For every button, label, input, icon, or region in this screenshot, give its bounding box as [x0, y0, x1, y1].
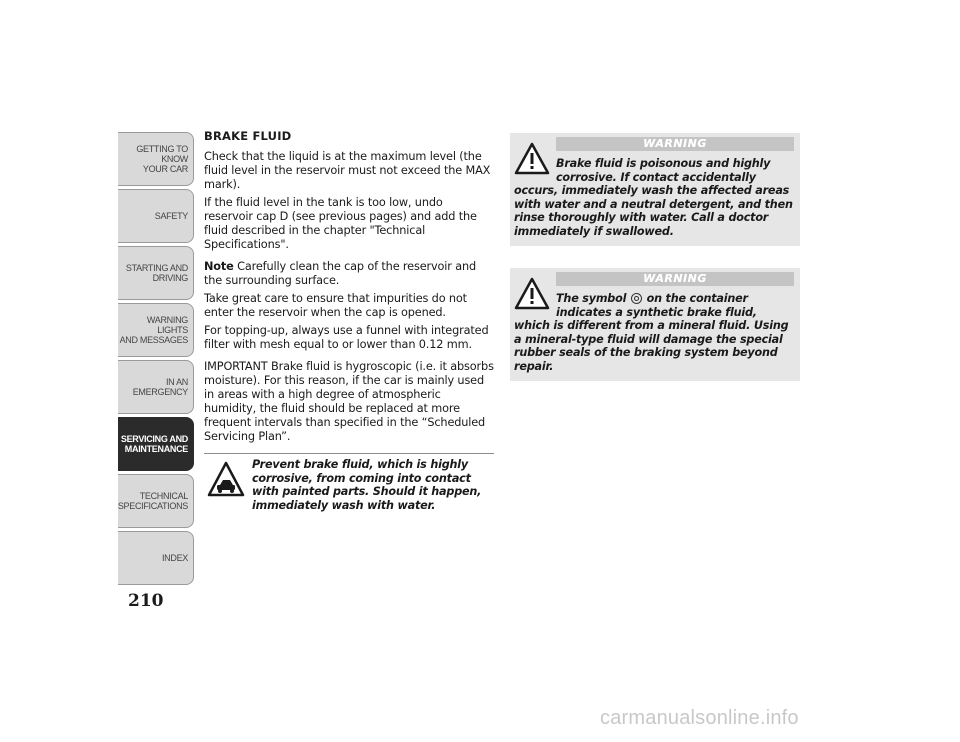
note-text: Carefully clean the cap of the reservoir and the surrounding surface. [204, 260, 477, 287]
paragraph-funnel: For topping-up, always use a funnel with integrated filter with mesh equal to or lower than 0.12 mm. [204, 324, 489, 351]
paragraph-impurities: Take great care to ensure that impurities do not enter the reservoir when the cap is opened. [204, 292, 467, 319]
paragraph-topup: If the fluid level in the tank is too low, undo reservoir cap D (see previous pages) and add the fluid described in the chapter "Technical Specifications". [204, 196, 477, 251]
synthetic-fluid-symbol-icon [631, 293, 642, 304]
tab-warning-lights[interactable]: WARNING LIGHTS AND MESSAGES [118, 303, 194, 357]
warning-text: Brake fluid is poisonous and highly corrosive. If contact accidentally occurs, immediately wash the affected areas with water and a neutral detergent, and then rinse thoroughly with water. Call a doctor immediately if swallowed. [514, 157, 793, 238]
page-number: 210 [128, 591, 164, 611]
footer-watermark-link[interactable]: carmanualsonline.info [600, 707, 799, 729]
section-heading: BRAKE FLUID [204, 129, 292, 143]
warning-title-bar [556, 137, 794, 151]
warning-text: The symbol on the container indicates a synthetic brake fluid, which is different from a mineral fluid. Using a mineral-type fluid will damage the special rubber seals of the braking system beyond repair. [514, 292, 789, 373]
warning-triangle-icon [514, 141, 550, 177]
caution-text: Prevent brake fluid, which is highly corrosive, from coming into contact with painted parts. Should it happen, immediately wash with water. [252, 458, 482, 512]
note-paragraph [204, 260, 494, 288]
tab-technical-specs[interactable]: TECHNICAL SPECIFICATIONS [118, 474, 194, 528]
divider [204, 453, 494, 454]
tab-getting-to-know[interactable]: GETTING TO KNOW YOUR CAR [118, 132, 194, 186]
main-column [204, 129, 494, 448]
warning-box-synthetic [510, 268, 800, 381]
tab-safety[interactable]: SAFETY [118, 189, 194, 243]
tab-index[interactable]: INDEX [118, 531, 194, 585]
tab-emergency[interactable]: IN AN EMERGENCY [118, 360, 194, 414]
warning-title: WARNING [643, 272, 707, 285]
warning-title-bar [556, 272, 794, 286]
paragraph-important: IMPORTANT Brake fluid is hygroscopic (i.e. it absorbs moisture). For this reason, if the car is mainly used in areas with a high degree of atmospheric humidity, the fluid should be replaced at more frequent intervals than specified in the “Scheduled Servicing Plan”. [204, 360, 494, 443]
note-label: Note [204, 260, 234, 273]
paint-caution-icon [206, 460, 246, 500]
tab-starting-driving[interactable]: STARTING AND DRIVING [118, 246, 194, 300]
caution-note [204, 458, 494, 512]
warning-triangle-icon [514, 276, 550, 312]
paragraph-check-level: Check that the liquid is at the maximum level (the fluid level in the reservoir must not exceed the MAX mark). [204, 150, 491, 191]
warning-box-poisonous [510, 133, 800, 246]
tab-servicing-maintenance[interactable]: SERVICING AND MAINTENANCE [118, 417, 194, 471]
warning-title: WARNING [643, 137, 707, 150]
